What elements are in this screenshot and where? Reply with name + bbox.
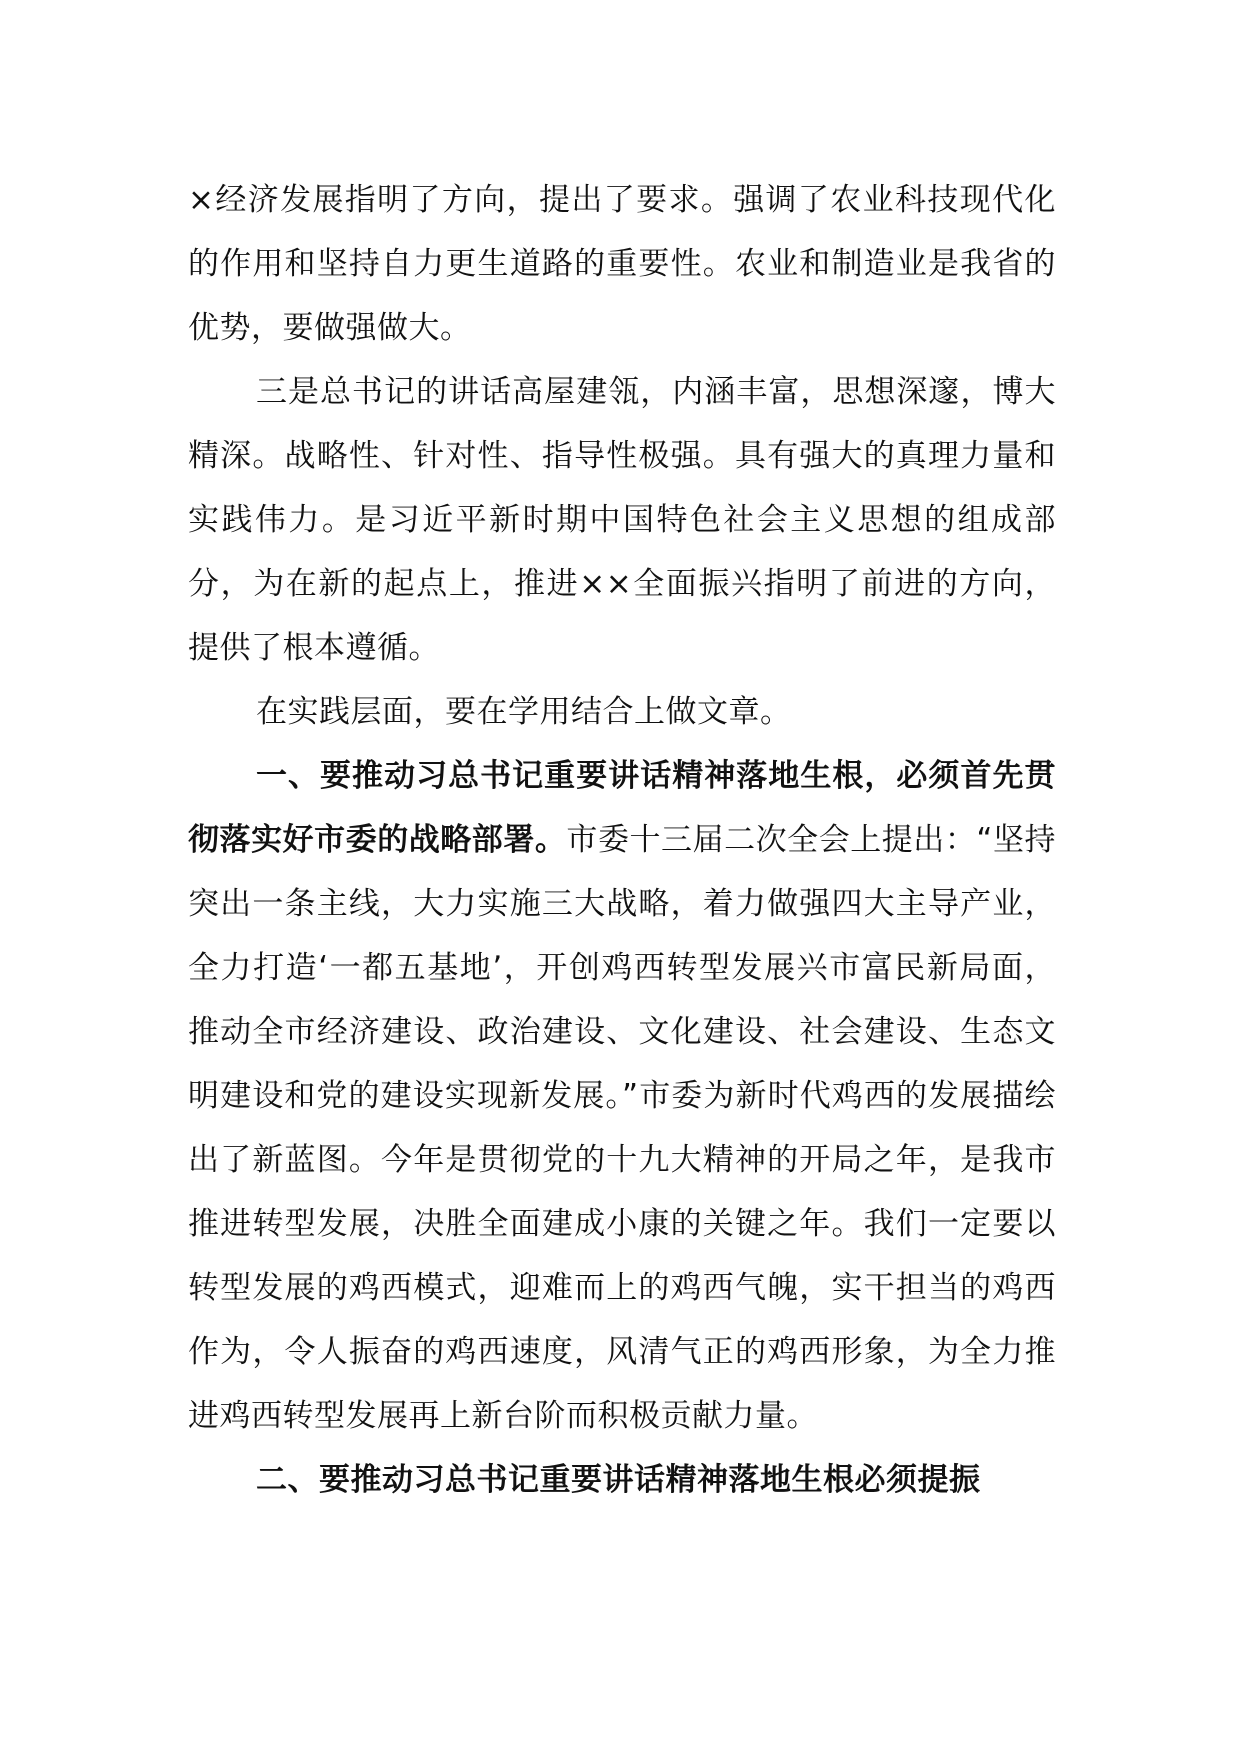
- paragraph-section-one: [188, 744, 1056, 1448]
- document-body: [188, 168, 1056, 1512]
- section-two-heading: 二、要推动习总书记重要讲话精神落地生根必须提振: [256, 1462, 981, 1498]
- paragraph-continuation: ×经济发展指明了方向，提出了要求。强调了农业科技现代化的作用和坚持自力更生道路的重要性。农业和制造业是我省的优势，要做强做大。: [188, 182, 1056, 346]
- paragraph-practice-level: 在实践层面，要在学用结合上做文章。: [256, 694, 792, 730]
- paragraph-point-three: 三是总书记的讲话高屋建瓴，内涵丰富，思想深邃，博大精深。战略性、针对性、指导性极强。具有强大的真理力量和实践伟力。是习近平新时期中国特色社会主义思想的组成部分，为在新的起点上，推进××全面振兴指明了前进的方向，提供了根本遵循。: [188, 374, 1056, 666]
- section-one-body: 市委十三届二次全会上提出：“坚持突出一条主线，大力实施三大战略，着力做强四大主导产业，全力打造‘一都五基地’，开创鸡西转型发展兴市富民新局面，推动全市经济建设、政治建设、文化建设、社会建设、生态文明建设和党的建设实现新发展。”市委为新时代鸡西的发展描绘出了新蓝图。今年是贯彻党的十九大精神的开局之年，是我市推进转型发展，决胜全面建成小康的关键之年。我们一定要以转型发展的鸡西模式，迎难而上的鸡西气魄，实干担当的鸡西作为，令人振奋的鸡西速度，风清气正的鸡西形象，为全力推进鸡西转型发展再上新台阶而积极贡献力量。: [188, 822, 1057, 1434]
- section-one-heading: 一、要推动习总书记重要讲话精神落地生根，必须首先贯彻落实好市委的战略部署。: [188, 758, 1056, 858]
- paragraph-section-two: [188, 1448, 1056, 1512]
